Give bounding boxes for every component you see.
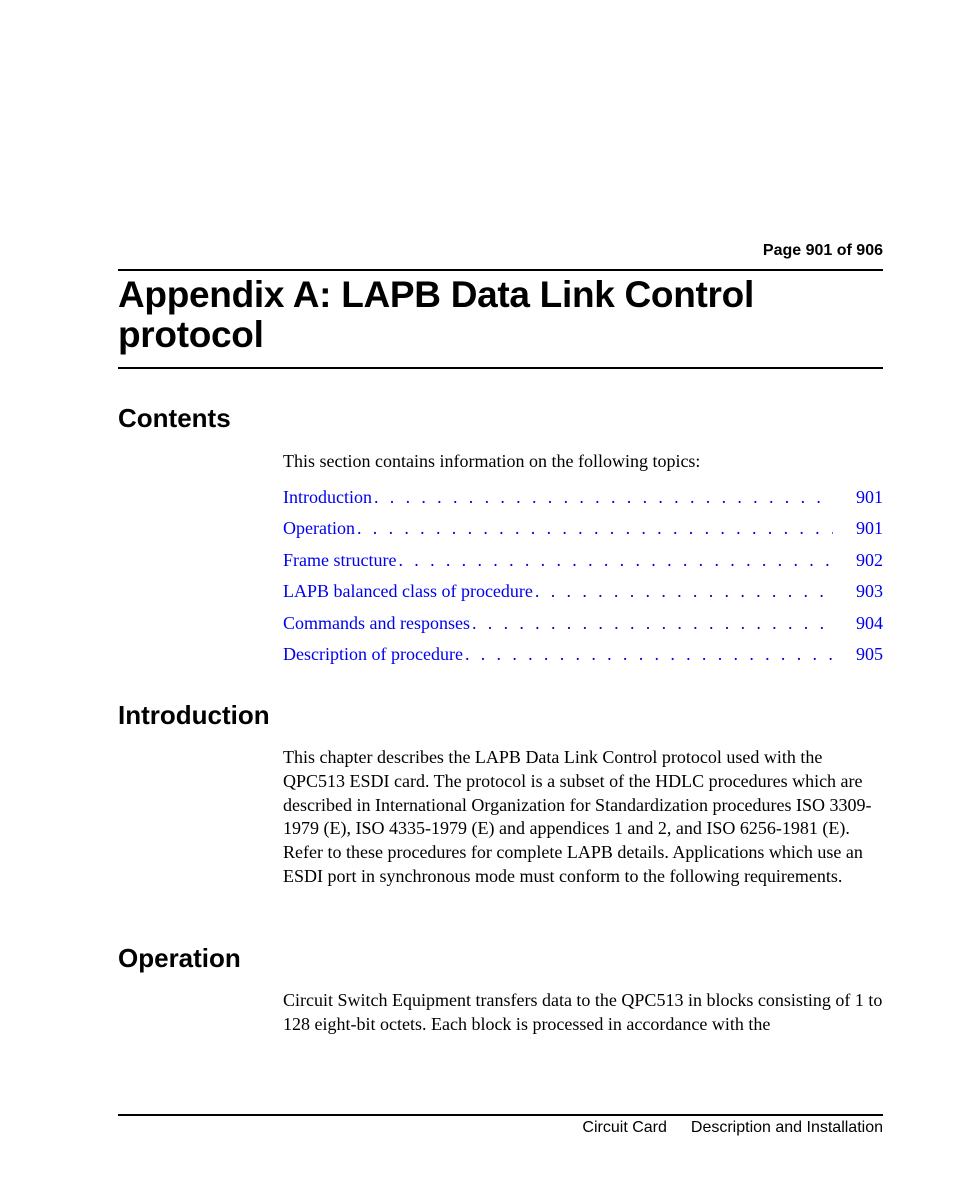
toc-entry-description-of-procedure[interactable]	[283, 642, 883, 673]
toc-entry-title: Operation	[283, 518, 355, 539]
toc-entry-title: Description of procedure	[283, 643, 463, 664]
title-rule	[118, 367, 883, 369]
footer-book-title-right: Description and Installation	[690, 1119, 883, 1136]
toc-entry-page: 905	[856, 643, 883, 664]
contents-intro: This section contains information on the following topics:	[283, 451, 701, 471]
footer-book-title-left: Circuit Card	[582, 1119, 667, 1136]
operation-body: Circuit Switch Equipment transfers data to the QPC513 in blocks consisting of 1 to 128 eight-bit octets. Each block is processed in accordance with the	[283, 990, 883, 1034]
page-footer	[582, 1118, 883, 1138]
toc-entry-page: 901	[856, 487, 883, 507]
page-header-number: Page 901 of 906	[762, 242, 883, 259]
toc-entry-commands-and-responses[interactable]	[283, 611, 883, 642]
toc-entry-page: 901	[856, 518, 883, 539]
toc-entry-operation[interactable]	[283, 516, 883, 547]
toc-entry-title: LAPB balanced class of procedure	[283, 581, 533, 602]
footer-rule	[118, 1114, 883, 1116]
toc-entry-page: 903	[856, 581, 883, 602]
toc-leader	[535, 579, 833, 603]
chapter-title: Appendix A: LAPB Data Link Control protocol	[118, 274, 754, 355]
toc-leader	[357, 516, 833, 540]
toc-entry-title: Commands and responses	[283, 612, 470, 633]
toc-entry-title: Introduction	[283, 487, 372, 507]
introduction-body: This chapter describes the LAPB Data Link Control protocol used with the QPC513 ESDI card. The protocol is a subset of the HDLC procedures which are described in International Organization for Standardization procedures ISO 3309-1979 (E), ISO 4335-1979 (E) and appendices 1 and 2, and ISO 6256-1981 (E). Refer to these procedures for complete LAPB details. Applications which use an ESDI port in synchronous mode must conform to the following requirements.	[283, 747, 872, 886]
toc-entry-frame-structure[interactable]	[283, 548, 883, 579]
toc-leader	[465, 642, 833, 666]
operation-heading: Operation	[118, 943, 241, 973]
toc-entry-title: Frame structure	[283, 549, 397, 570]
toc-entry-page: 904	[856, 612, 883, 633]
contents-heading: Contents	[118, 403, 231, 433]
introduction-heading: Introduction	[118, 700, 270, 730]
toc-leader	[374, 485, 833, 509]
table-of-contents	[283, 485, 883, 673]
toc-entry-lapb-balanced-class[interactable]	[283, 579, 883, 610]
toc-leader	[398, 548, 833, 572]
toc-entry-page: 902	[856, 549, 883, 570]
toc-leader	[472, 611, 833, 635]
header-rule	[118, 269, 883, 271]
toc-entry-introduction[interactable]	[283, 485, 883, 516]
